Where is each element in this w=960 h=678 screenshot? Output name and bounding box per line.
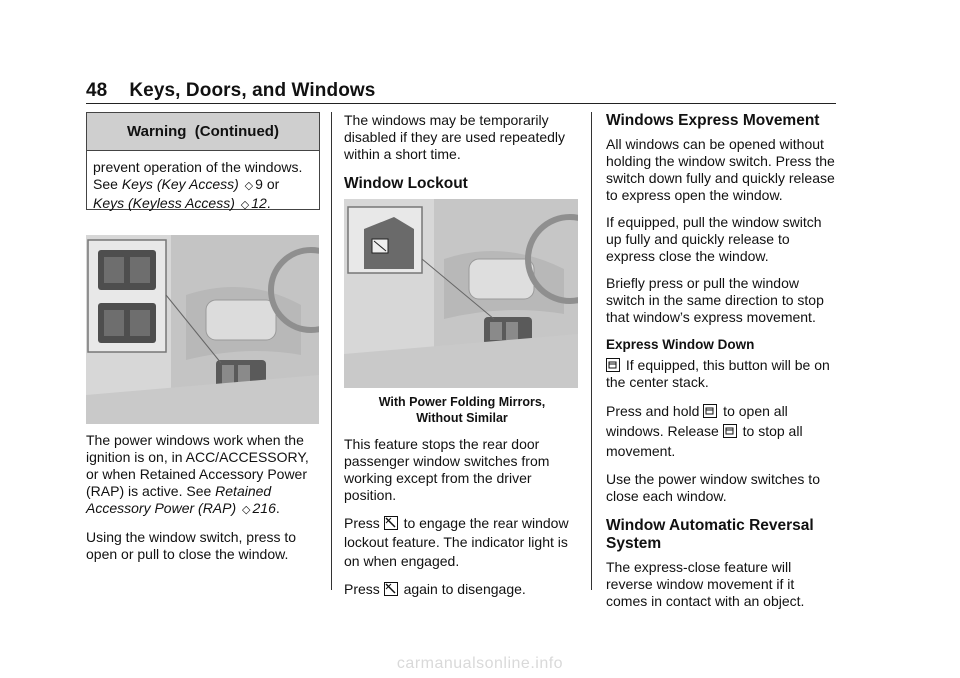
temporarily-disabled-paragraph: The windows may be temporarily disabled if they are used repeatedly within a short time. (344, 112, 566, 162)
press-hold-text: Press and hold (606, 403, 704, 419)
lockout-switch-illustration (344, 199, 578, 388)
stop-movement-text: to stop all movement. (606, 423, 803, 459)
header-rule (86, 103, 836, 104)
door-switch-illustration (86, 235, 319, 424)
express-window-down-icon (723, 424, 737, 438)
press-hold-paragraph (606, 401, 838, 461)
window-lockout-icon (384, 516, 398, 530)
express-open-paragraph: All windows can be opened without holding the window switch. Press the switch down fully and quickly release to express open the window. (606, 136, 835, 203)
express-window-down-icon (703, 404, 717, 418)
express-down-paragraph (606, 357, 838, 391)
column-divider-1 (331, 112, 332, 590)
express-down-subheading: Express Window Down (606, 337, 755, 352)
column-divider-2 (591, 112, 592, 590)
power-windows-text: The power windows work when the ignition is on, in ACC/ACCESSORY, or when Retained Accessory Power (RAP) is active. See (86, 432, 309, 499)
page-number: 48 (86, 80, 108, 101)
express-window-down-icon (606, 358, 620, 372)
lockout-engage-paragraph (344, 514, 580, 571)
column-2 (344, 112, 580, 608)
window-lockout-icon (384, 582, 398, 596)
warning-period: . (266, 195, 271, 211)
caption-line-1: With Power Folding Mirrors, (378, 395, 546, 409)
period: . (275, 500, 280, 516)
warning-ref-1[interactable]: Keys (Key Access) (121, 176, 239, 192)
warning-ref-1-page[interactable]: 9 (255, 176, 263, 192)
window-switch-paragraph: Using the window switch, press to open or pull to close the window. (86, 529, 297, 562)
warning-body (87, 151, 319, 214)
page-ref-arrow-icon: ◇ (244, 180, 254, 192)
lockout-description: This feature stops the rear door passenger window switches from working except from the driver position. (344, 436, 550, 503)
caption-line-2: Without Similar (416, 411, 508, 425)
warning-see: See (93, 176, 122, 192)
engage-text: to engage the rear window lockout feature. The indicator light is on when engaged. (344, 515, 569, 569)
release-text: to open all windows. Release (606, 403, 788, 439)
warning-box (86, 112, 320, 210)
express-stop-paragraph: Briefly press or pull the window switch in the same direction to stop that window’s express movement. (606, 275, 824, 325)
watermark: carmanualsonline.info (396, 655, 564, 672)
express-down-text: If equipped, this button will be on the center stack. (606, 357, 830, 390)
page-title: Keys, Doors, and Windows (129, 80, 376, 101)
warning-text: prevent operation of the windows. (93, 159, 303, 175)
page-header (86, 80, 375, 102)
warning-or: or (262, 176, 280, 192)
page-ref-arrow-icon: ◇ (242, 504, 251, 516)
window-lockout-heading: Window Lockout (344, 175, 468, 192)
warning-title: Warning (Continued) (87, 113, 319, 151)
reversal-paragraph: The express-close feature will reverse window movement if it comes in contact with an object. (606, 559, 805, 609)
column-1 (86, 432, 322, 573)
warning-ref-2-page[interactable]: 12 (251, 195, 267, 211)
power-windows-paragraph (86, 432, 322, 519)
press-text: Press (344, 515, 384, 531)
express-movement-heading: Windows Express Movement (606, 112, 820, 129)
close-each-window-paragraph: Use the power window switches to close each window. (606, 471, 820, 504)
automatic-reversal-heading: Window Automatic Reversal System (606, 517, 814, 552)
illustration-caption (344, 394, 580, 426)
lockout-disengage-paragraph (344, 581, 580, 598)
column-3 (606, 112, 838, 620)
rap-ref-page[interactable]: 216 (252, 500, 276, 516)
press-text: Press (344, 581, 384, 597)
express-close-paragraph: If equipped, pull the window switch up fully and quickly release to express close the window. (606, 214, 822, 264)
warning-ref-2[interactable]: Keys (Keyless Access) (93, 195, 235, 211)
rap-ref-link[interactable]: Retained Accessory Power (RAP) (86, 483, 272, 516)
page-ref-arrow-icon: ◇ (240, 199, 250, 211)
disengage-text: again to disengage. (399, 581, 526, 597)
